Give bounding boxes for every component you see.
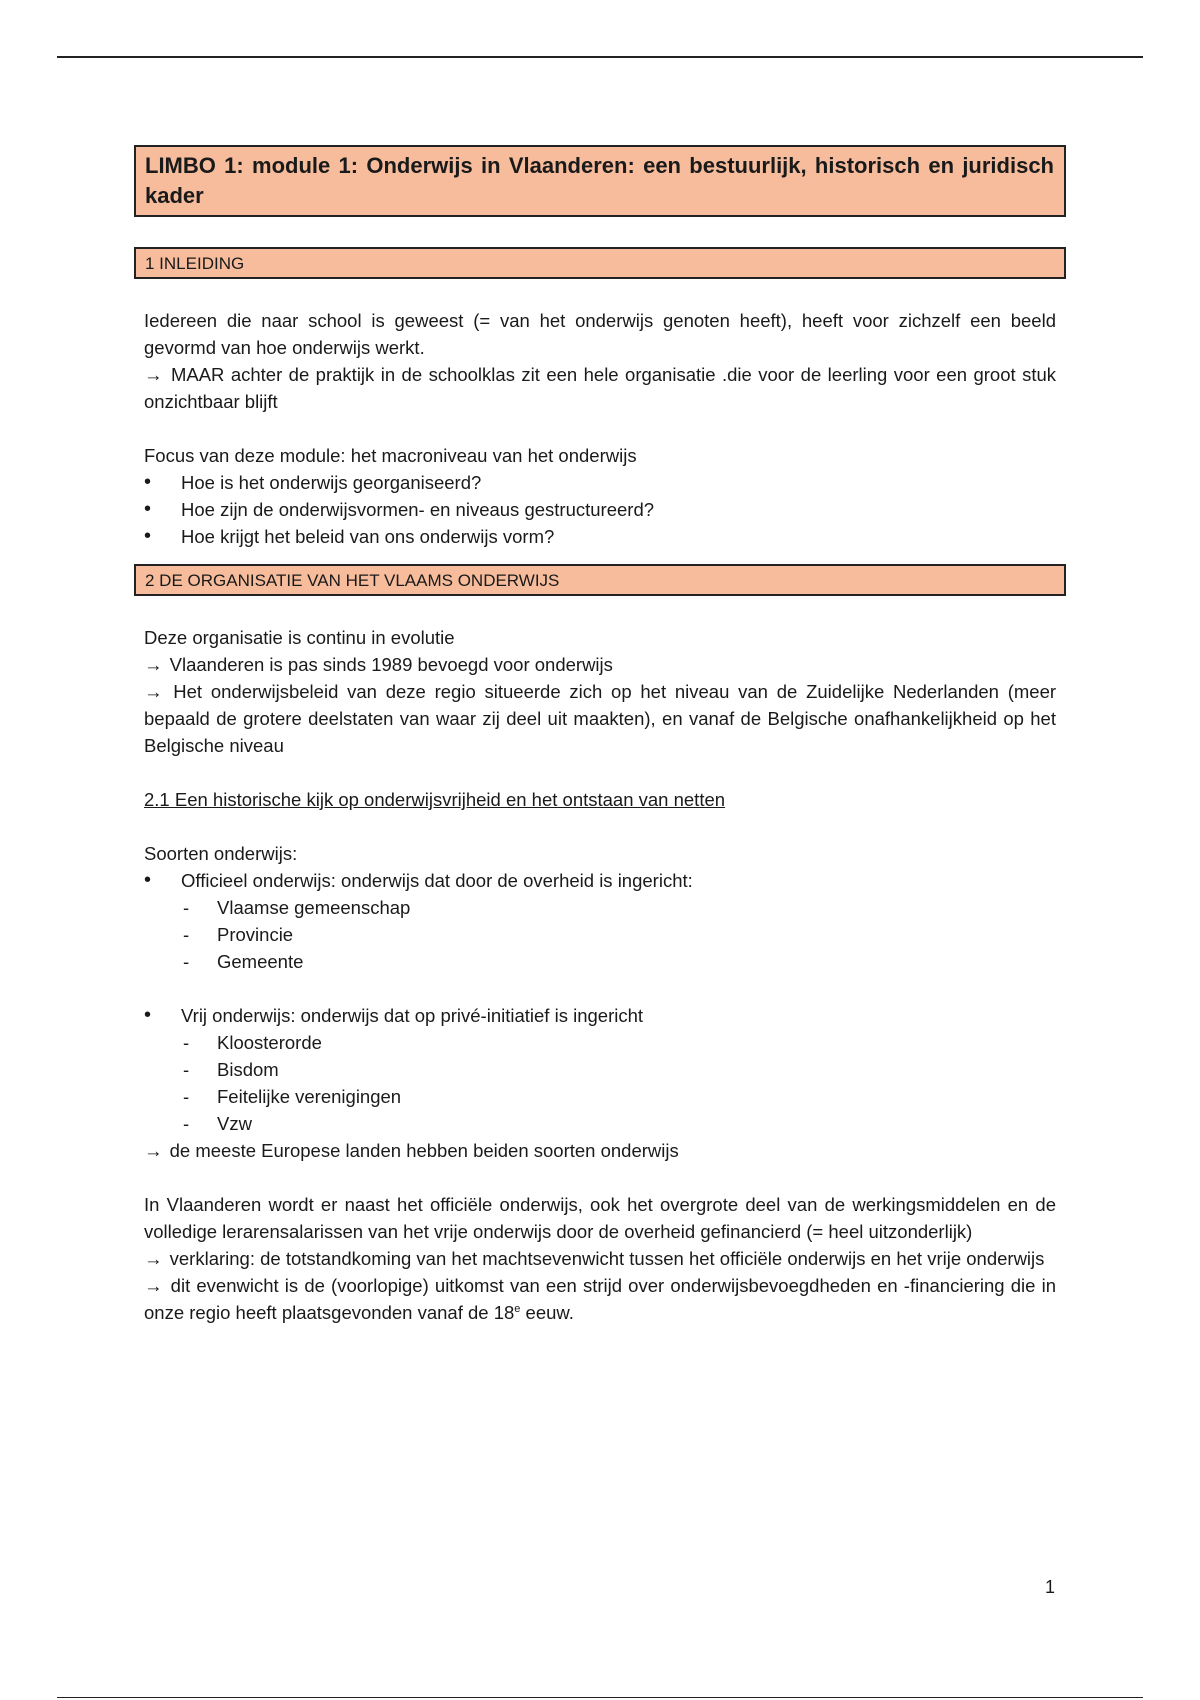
section-heading-organisatie: 2 DE ORGANISATIE VAN HET VLAAMS ONDERWIJS [134,564,1066,596]
paragraph: → de meeste Europese landen hebben beiden soorten onderwijs [144,1137,1056,1164]
sub-list-item: - Gemeente [181,948,1056,975]
document-title: LIMBO 1: module 1: Onderwijs in Vlaanderen: een bestuurlijk, historisch en juridisch kader [134,145,1066,217]
document-page [134,145,1066,1326]
paragraph: In Vlaanderen wordt er naast het officiële onderwijs, ook het overgrote deel van de werkingsmiddelen en de volledige lerarensalarissen van het vrije onderwijs door de overheid gefinancierd (= heel uitzonderlijk) [144,1194,1056,1242]
arrow-icon: → [144,1140,163,1161]
arrow-icon: → [144,1275,163,1296]
list-item: • Hoe is het onderwijs georganiseerd? [144,469,1056,496]
sub-list-item: - Kloosterorde [181,1029,1056,1056]
paragraph: → verklaring: de totstandkoming van het machtsevenwicht tussen het officiële onderwijs en het vrije onderwijs [144,1245,1056,1272]
arrow-icon: → [144,1248,163,1269]
subsection-heading: 2.1 Een historische kijk op onderwijsvrijheid en het ontstaan van netten [144,789,726,810]
paragraph: → Het onderwijsbeleid van deze regio situeerde zich op het niveau van de Zuidelijke Nederlanden (meer bepaald de grotere deelstaten van waar zij deel uit maakten), en vanaf de Belgische onafhankelijkheid op het Belgische niveau [144,678,1056,759]
sub-list-item: - Vzw [181,1110,1056,1137]
section-body-inleiding [134,307,1066,550]
sub-list-item: - Feitelijke verenigingen [181,1083,1056,1110]
section-body-organisatie [134,624,1066,1326]
kinds-label: Soorten onderwijs: [144,843,298,864]
sub-list-item: - Provincie [181,921,1056,948]
arrow-icon: → [144,654,163,675]
list-item: • Hoe krijgt het beleid van ons onderwijs vorm? [144,523,1056,550]
arrow-icon: → [144,364,163,385]
list-item: • Officieel onderwijs: onderwijs dat door de overheid is ingericht: - Vlaamse gemeenschap - Provincie - Gemeente [144,867,1056,975]
paragraph: Deze organisatie is continu in evolutie [144,627,455,648]
paragraph: Iedereen die naar school is geweest (= van het onderwijs genoten heeft), heeft voor zichzelf een beeld gevormd van hoe onderwijs werkt. [144,310,1056,358]
kinds-list-free [144,1002,1056,1137]
page-number: 1 [1045,1577,1056,1597]
header-rule [57,56,1143,58]
list-item: • Hoe zijn de onderwijsvormen- en niveaus gestructureerd? [144,496,1056,523]
focus-bullet-list [144,469,1056,550]
list-item: • Vrij onderwijs: onderwijs dat op privé-initiatief is ingericht - Kloosterorde - Bisdom - Feitelijke verenigingen - Vzw [144,1002,1056,1137]
paragraph: → dit evenwicht is de (voorlopige) uitkomst van een strijd over onderwijsbevoegdheden en -financiering die in onze regio heeft plaatsgevonden vanaf de 18e eeuw. [144,1272,1056,1326]
free-sublist [181,1029,1056,1137]
arrow-icon: → [144,681,163,702]
section-heading-inleiding: 1 INLEIDING [134,247,1066,279]
paragraph: → Vlaanderen is pas sinds 1989 bevoegd voor onderwijs [144,651,1056,678]
sub-list-item: - Bisdom [181,1056,1056,1083]
sub-list-item: - Vlaamse gemeenschap [181,894,1056,921]
paragraph: → MAAR achter de praktijk in de schoolklas zit een hele organisatie .die voor de leerling voor een groot stuk onzichtbaar blijft [144,361,1056,415]
kinds-list-official [144,867,1056,975]
footer-rule [57,1697,1143,1698]
focus-line: Focus van deze module: het macroniveau van het onderwijs [144,445,637,466]
official-sublist [181,894,1056,975]
